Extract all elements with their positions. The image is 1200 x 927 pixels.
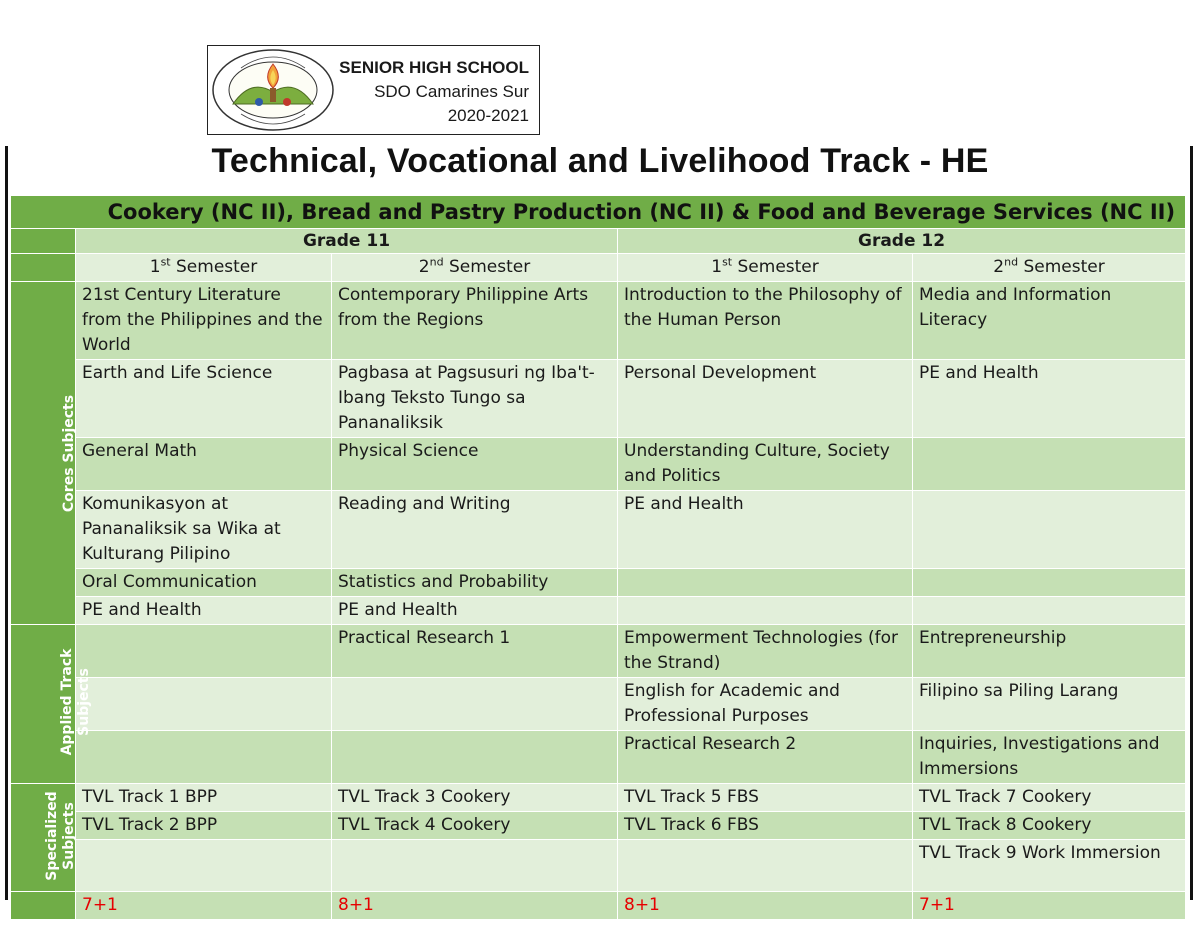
specialized-subjects-label: Specialized Subjects — [11, 784, 76, 892]
subject-cell: Empowerment Technologies (for the Strand) — [618, 625, 913, 678]
semester-header: 1st Semester — [618, 254, 913, 282]
subject-cell: Personal Development — [618, 360, 913, 438]
subject-cell: Understanding Culture, Society and Politics — [618, 438, 913, 491]
total-subjects: 8+1 — [332, 892, 618, 920]
subject-cell: TVL Track 2 BPP — [76, 812, 332, 840]
applied-subjects-label: Applied Track Subjects — [11, 625, 76, 784]
corner-cell — [11, 229, 76, 254]
subject-cell: PE and Health — [76, 597, 332, 625]
subject-cell: Media and Information Literacy — [913, 282, 1186, 360]
subject-cell: Inquiries, Investigations and Immersions — [913, 731, 1186, 784]
subject-cell: PE and Health — [618, 491, 913, 569]
subject-cell: Earth and Life Science — [76, 360, 332, 438]
subject-cell: General Math — [76, 438, 332, 491]
subject-cell — [332, 678, 618, 731]
subject-cell: TVL Track 1 BPP — [76, 784, 332, 812]
semester-header: 2nd Semester — [332, 254, 618, 282]
subject-cell: Introduction to the Philosophy of the Human Person — [618, 282, 913, 360]
subject-cell — [76, 678, 332, 731]
subject-cell: Contemporary Philippine Arts from the Regions — [332, 282, 618, 360]
subject-cell: PE and Health — [332, 597, 618, 625]
total-subjects: 7+1 — [913, 892, 1186, 920]
subject-cell — [76, 840, 332, 892]
total-subjects: 7+1 — [76, 892, 332, 920]
subject-cell: TVL Track 8 Cookery — [913, 812, 1186, 840]
subject-cell: TVL Track 3 Cookery — [332, 784, 618, 812]
subject-cell: Practical Research 2 — [618, 731, 913, 784]
page-title: Technical, Vocational and Livelihood Track - HE — [211, 142, 989, 180]
division-name: SDO Camarines Sur — [374, 82, 529, 101]
subject-cell — [618, 597, 913, 625]
subject-cell: TVL Track 7 Cookery — [913, 784, 1186, 812]
subject-cell — [618, 569, 913, 597]
total-subjects: 8+1 — [618, 892, 913, 920]
subject-cell: Pagbasa at Pagsusuri ng Iba't-Ibang Teksto Tungo sa Pananaliksik — [332, 360, 618, 438]
subject-cell — [913, 491, 1186, 569]
subject-cell — [76, 731, 332, 784]
subject-cell: Statistics and Probability — [332, 569, 618, 597]
subject-cell — [618, 840, 913, 892]
subject-cell — [332, 731, 618, 784]
subject-cell: Komunikasyon at Pananaliksik sa Wika at Kulturang Pilipino — [76, 491, 332, 569]
subject-cell: Reading and Writing — [332, 491, 618, 569]
school-level: SENIOR HIGH SCHOOL — [339, 58, 529, 77]
subject-cell: TVL Track 9 Work Immersion — [913, 840, 1186, 892]
subject-cell: Physical Science — [332, 438, 618, 491]
right-border-line — [1190, 146, 1193, 900]
semester-header: 2nd Semester — [913, 254, 1186, 282]
subject-cell — [332, 840, 618, 892]
subject-cell: Entrepreneurship — [913, 625, 1186, 678]
grade-11-header: Grade 11 — [76, 229, 618, 254]
totals-label-cell — [11, 892, 76, 920]
left-border-line — [5, 146, 8, 900]
subject-cell: Filipino sa Piling Larang — [913, 678, 1186, 731]
curriculum-table — [10, 195, 1185, 920]
strand-title: Cookery (NC II), Bread and Pastry Production (NC II) & Food and Beverage Services (NC II) — [11, 196, 1186, 229]
subject-cell: English for Academic and Professional Purposes — [618, 678, 913, 731]
corner-cell — [11, 254, 76, 282]
subject-cell: Oral Communication — [76, 569, 332, 597]
core-subjects-label: Cores Subjects — [11, 282, 76, 625]
subject-cell: TVL Track 6 FBS — [618, 812, 913, 840]
subject-cell: TVL Track 5 FBS — [618, 784, 913, 812]
school-info — [339, 56, 529, 128]
subject-cell — [913, 438, 1186, 491]
subject-cell: Practical Research 1 — [332, 625, 618, 678]
school-year: 2020-2021 — [447, 106, 529, 125]
subject-cell: TVL Track 4 Cookery — [332, 812, 618, 840]
subject-cell: PE and Health — [913, 360, 1186, 438]
grade-12-header: Grade 12 — [618, 229, 1186, 254]
subject-cell — [913, 597, 1186, 625]
subject-cell — [76, 625, 332, 678]
semester-header: 1st Semester — [76, 254, 332, 282]
subject-cell — [913, 569, 1186, 597]
subject-cell: 21st Century Literature from the Philippines and the World — [76, 282, 332, 360]
school-header — [207, 45, 540, 135]
division-seal-logo — [211, 48, 335, 132]
